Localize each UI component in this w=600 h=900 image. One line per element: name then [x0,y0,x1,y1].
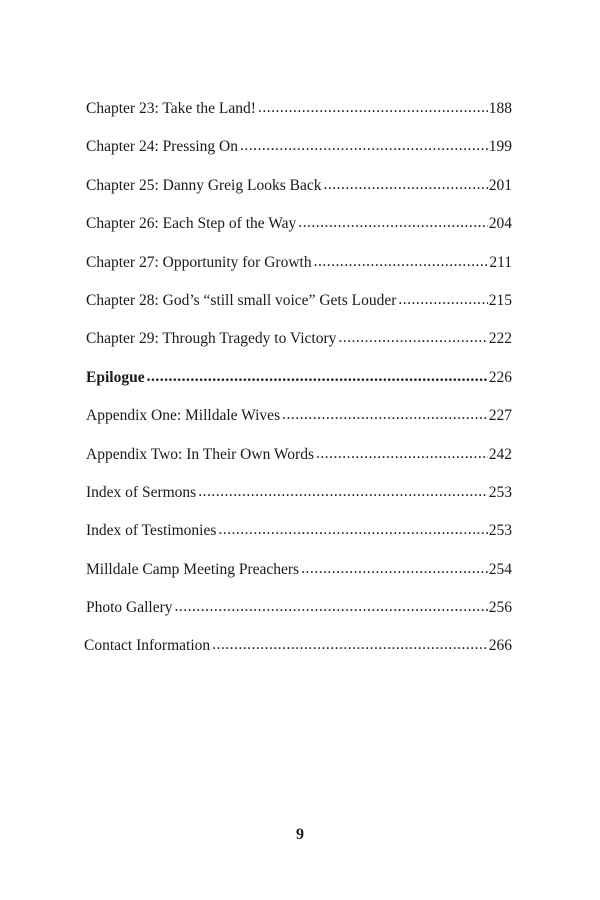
toc-entry-page: 227 [488,407,512,425]
dot-leader [314,252,489,272]
toc-entry-chapter-23 [86,99,512,137]
toc-entry-title: Chapter 24: Pressing On [86,138,238,156]
toc-entry-title: Index of Testimonies [86,522,217,540]
dot-leader [212,635,488,655]
toc-entry-page: 201 [488,176,512,194]
toc-entry-title: Appendix Two: In Their Own Words [86,445,314,463]
dot-leader [240,136,488,156]
toc-entry-title: Chapter 23: Take the Land! [86,100,256,117]
dot-leader [338,328,487,348]
toc-entry-title: Chapter 28: God’s “still small voice” Gets Louder [86,291,397,309]
toc-entry-page: 222 [488,330,512,348]
dot-leader [323,175,487,195]
toc-entry-page: 253 [488,483,512,501]
toc-entry-page: 254 [488,560,512,578]
toc-entry-title: Contact Information [84,637,211,655]
dot-leader [258,98,488,118]
toc-entry-page: 211 [489,253,512,271]
toc-entry-title: Photo Gallery [86,599,173,617]
dot-leader [316,444,488,464]
dot-leader [198,482,488,502]
toc-entry-page: 215 [488,291,512,309]
toc-entry-page: 188 [488,100,512,117]
toc-entry-page: 199 [488,138,512,156]
toc-entry-chapter-25 [86,176,512,214]
toc-entry-contact-information [84,636,512,674]
toc-entry-page: 242 [488,445,512,463]
toc-entry-title: Epilogue [86,368,145,386]
toc-entry-title: Milldale Camp Meeting Preachers [86,560,300,578]
page-number: 9 [296,826,304,843]
toc-entry-title: Chapter 25: Danny Greig Looks Back [86,176,322,194]
toc-entry-chapter-26 [86,214,512,252]
dot-leader [175,597,488,617]
toc-entry-chapter-24 [86,137,512,175]
toc-entry-page: 256 [488,599,512,617]
toc-entry-title: Index of Sermons [86,483,197,501]
toc-entry-page: 253 [488,522,512,540]
dot-leader [398,290,487,310]
table-of-contents [86,99,512,675]
dot-leader [282,405,488,425]
toc-entry-title: Appendix One: Milldale Wives [86,407,281,425]
toc-entry-title: Chapter 29: Through Tragedy to Victory [86,330,337,348]
toc-entry-appendix-two [86,445,512,483]
dot-leader [147,367,488,387]
toc-entry-camp-meeting-preachers [86,560,512,598]
toc-entry-page: 226 [488,368,512,386]
toc-entry-chapter-29 [86,329,512,367]
toc-entry-page: 266 [488,637,512,655]
dot-leader [301,559,488,579]
toc-entry-photo-gallery [86,598,512,636]
toc-entry-epilogue [86,368,512,406]
toc-entry-index-of-testimonies [86,521,512,559]
dot-leader [298,213,488,233]
toc-entry-chapter-27 [86,253,512,291]
toc-entry-page: 204 [488,215,512,233]
toc-entry-chapter-28 [86,291,512,329]
toc-entry-title: Chapter 27: Opportunity for Growth [86,253,312,271]
toc-entry-index-of-sermons [86,483,512,521]
dot-leader [218,520,487,540]
toc-entry-appendix-one [86,406,512,444]
toc-entry-title: Chapter 26: Each Step of the Way [86,215,297,233]
